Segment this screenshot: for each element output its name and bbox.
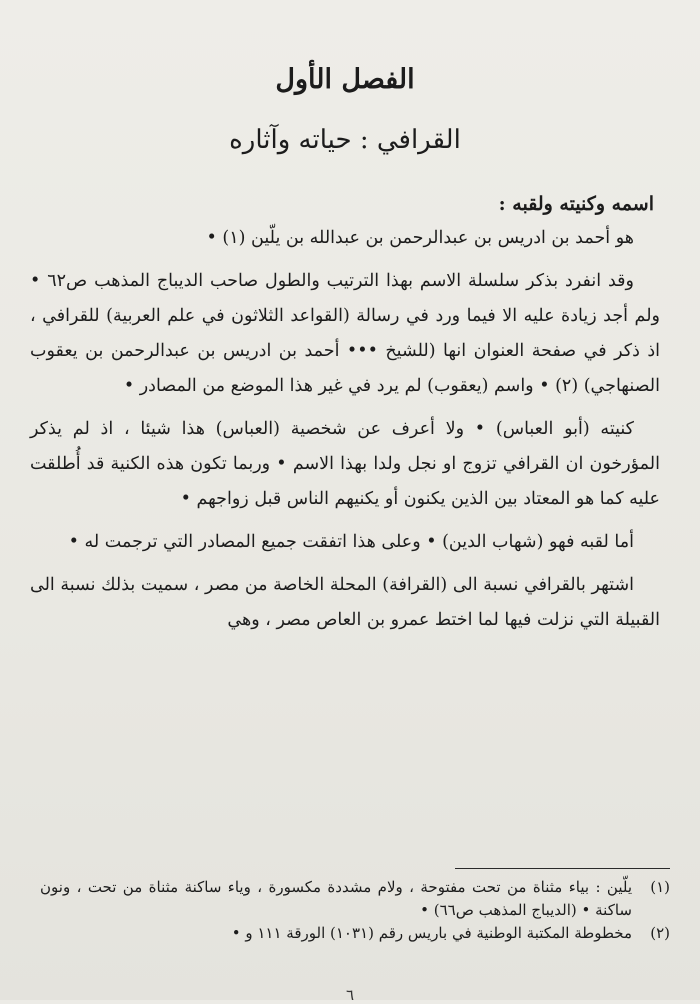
chapter-title: الفصل الأول	[275, 64, 415, 95]
footnote-divider	[455, 868, 670, 869]
paragraph-kunya: كنيته (أبو العباس) • ولا أعرف عن شخصية (العباس) هذا شيئا ، اذ لم يذكر المؤرخون ان القرافي تزوج او نجل ولدا بهذا الاسم • وربما تكون هذه الكنية قد أُطلقت عليه كما هو المعتاد بين الذين يكنون أو يكنيهم الناس قبل زواجهم •	[30, 419, 660, 509]
footnote-item	[40, 876, 670, 922]
paragraph-laqab: أما لقبه فهو (شهاب الدين) • وعلى هذا اتفقت جميع المصادر التي ترجمت له •	[68, 532, 634, 552]
page-content	[30, 64, 660, 638]
page-number: ٦	[345, 986, 355, 1004]
footnote-text: يلّين : بياء مثناة من تحت مفتوحة ، ولام مشددة مكسورة ، وياء ساكنة مثناة من تحت ، ونون ساكنة • (الديباج المذهب ص٦٦) •	[40, 878, 632, 919]
footnote-number: (١)	[650, 878, 670, 896]
paragraph-name: هو أحمد بن ادريس بن عبدالرحمن بن عبدالله بن يلّين (١) •	[206, 228, 634, 248]
footnotes	[40, 876, 670, 945]
chapter-subtitle: القرافي : حياته وآثاره	[229, 125, 461, 155]
paragraph-qarafi-nisba: اشتهر بالقرافي نسبة الى (القرافة) المحلة الخاصة من مصر ، سميت بذلك نسبة الى القبيلة التي نزلت فيها لما اختط عمرو بن العاص مصر ، وهي	[30, 575, 660, 630]
footnote-number: (٢)	[650, 924, 670, 942]
section-heading: اسمه وكنيته ولقبه :	[498, 193, 654, 215]
footnote-item	[40, 922, 670, 945]
paragraph-name-lineage: وقد انفرد بذكر سلسلة الاسم بهذا الترتيب والطول صاحب الديباج المذهب ص٦٢ • ولم أجد زيادة عليه الا فيما ورد في رسالة (القواعد الثلاثون في علم العربية) للقرافي ، اذ ذكر في صفحة العنوان انها (للشيخ ••• أحمد بن ادريس بن عبدالرحمن بن يعقوب الصنهاجي) (٢) • واسم (يعقوب) لم يرد في غير هذا الموضع من المصادر •	[30, 271, 660, 396]
footnote-text: مخطوطة المكتبة الوطنية في باريس رقم (١٠٣١) الورقة ١١١ و •	[231, 924, 632, 942]
